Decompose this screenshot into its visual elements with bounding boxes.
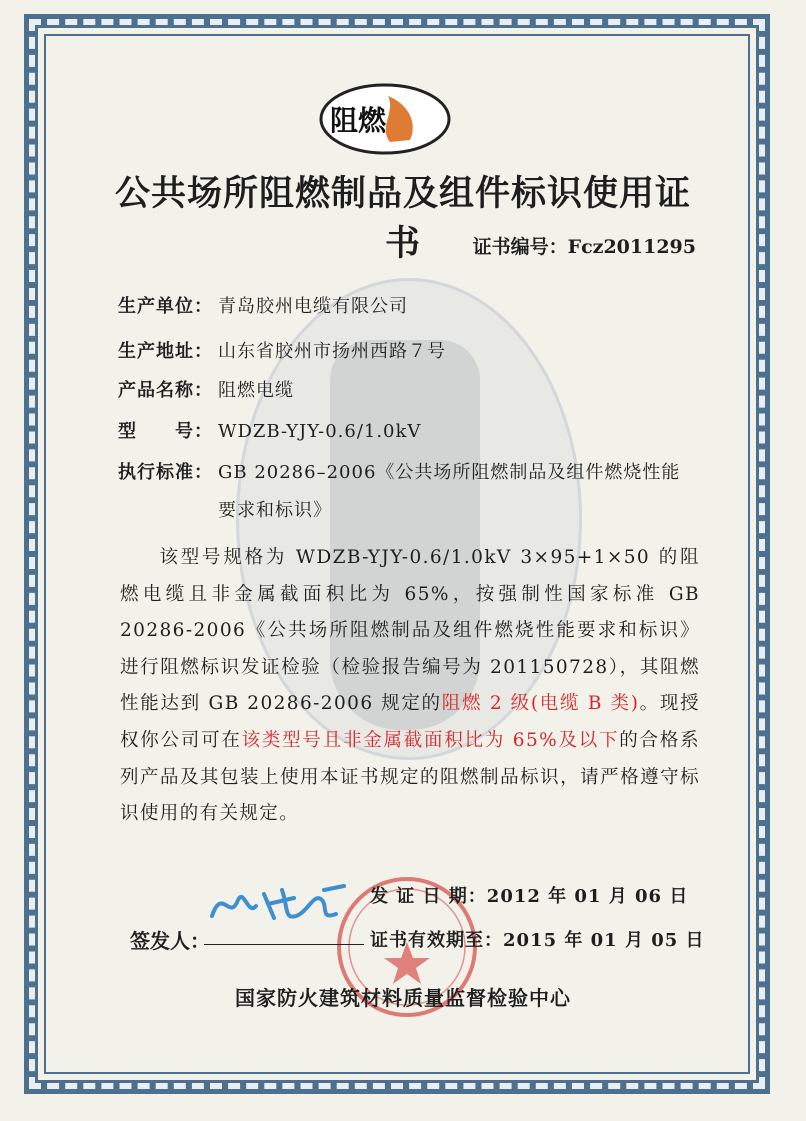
cert-no-label: 证书编号： xyxy=(472,236,568,258)
field-producer xyxy=(118,292,408,318)
field-standard xyxy=(118,458,680,484)
field-value: 要求和标识》 xyxy=(218,500,332,521)
certificate-body xyxy=(120,540,700,833)
body-highlight-grade: 阻燃 2 级(电缆 B 类) xyxy=(441,693,640,715)
logo-text: 阻燃 xyxy=(329,104,387,137)
certificate-title: 公共场所阻燃制品及组件标识使用证书 xyxy=(114,174,691,264)
field-value: 阻燃电缆 xyxy=(218,380,294,401)
issuing-organization: 国家防火建筑材料质量监督检验中心 xyxy=(235,986,571,1010)
body-text-2: 。现授权你公司可在 xyxy=(120,693,700,751)
field-label: 生产地址： xyxy=(118,341,213,362)
issue-date: 发 证 日 期：2012 年 01 月 06 日 xyxy=(370,886,689,907)
field-label: 执行标准： xyxy=(118,462,213,483)
valid-until-date: 证书有效期至：2015 年 01 月 05 日 xyxy=(370,930,705,951)
handwritten-signature xyxy=(204,876,354,934)
field-value: WDZB-YJY-0.6/1.0kV xyxy=(218,421,422,442)
signer-label: 签发人： xyxy=(130,929,210,953)
field-label: 产品名称： xyxy=(118,380,213,401)
field-value: 山东省胶州市扬州西路７号 xyxy=(218,341,446,362)
field-label: 生产单位： xyxy=(118,296,213,317)
field-standard-continued xyxy=(218,496,332,522)
body-text-3: 的合格系列产品及其包装上使用本证书规定的阻燃制品标识，请严格遵守标识使用的有关规定。 xyxy=(120,729,700,825)
body-text-1: 该型号规格为 WDZB-YJY-0.6/1.0kV 3×95+1×50 的阻燃电缆且非金属截面积比为 65%，按强制性国家标准 GB 20286-2006《公共场所阻燃制品及组件燃烧性能要求和标识》进行阻燃标识发证检验（检验报告编号为 201150728），其阻燃性能达到 GB 20286-2006 规定的 xyxy=(120,547,700,715)
certificate-number xyxy=(473,232,696,259)
field-value: 青岛胶州电缆有限公司 xyxy=(218,296,408,317)
field-model xyxy=(118,417,421,443)
signature-line xyxy=(204,944,364,945)
field-product-name xyxy=(118,376,294,402)
flame-retardant-logo xyxy=(318,82,452,156)
field-address xyxy=(118,337,446,363)
body-highlight-scope: 该类型号且非金属截面积比为 65%及以下 xyxy=(241,729,620,751)
field-value: GB 20286–2006《公共场所阻燃制品及组件燃烧性能 xyxy=(218,462,681,483)
cert-no-value: Fcz2011295 xyxy=(567,236,696,258)
field-label: 型 号： xyxy=(118,421,213,442)
